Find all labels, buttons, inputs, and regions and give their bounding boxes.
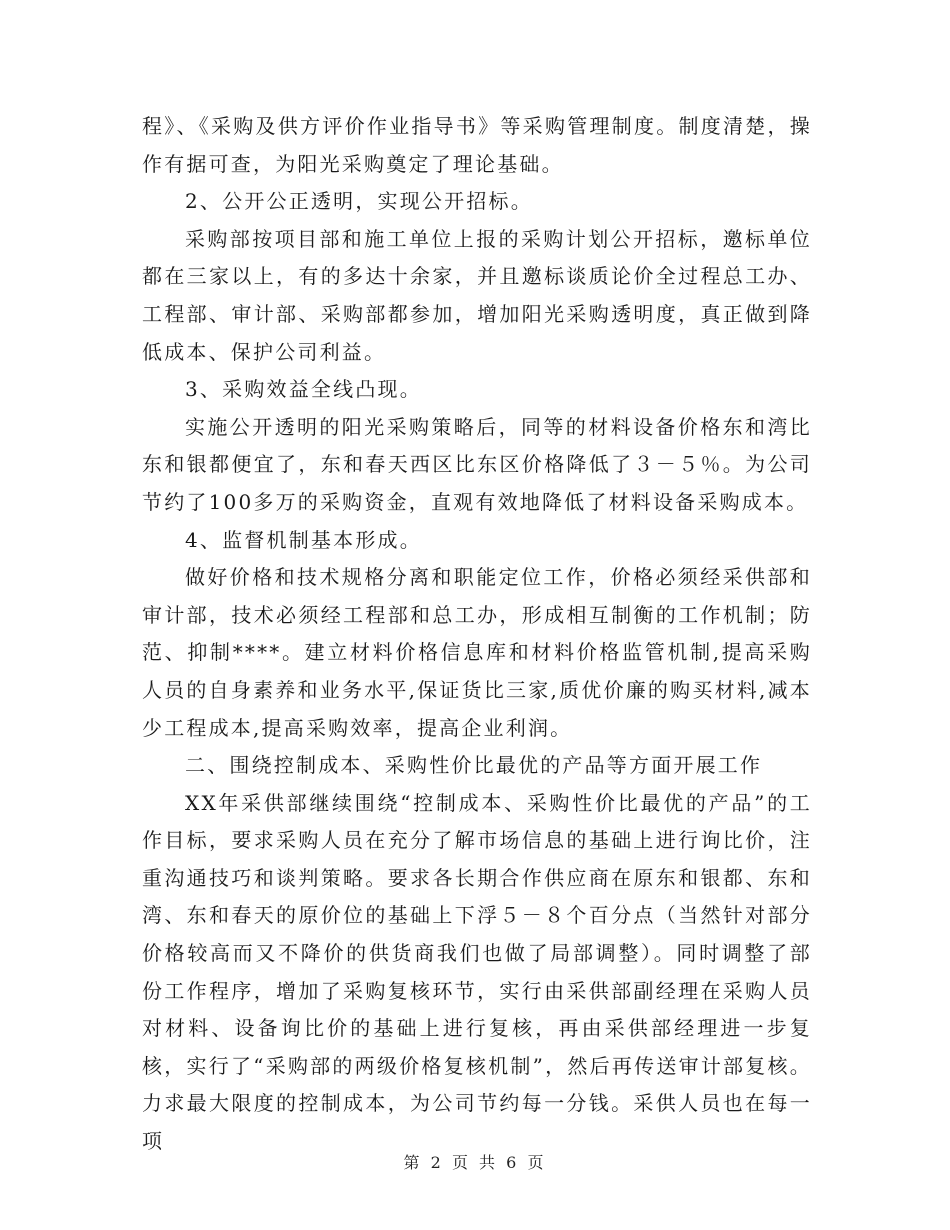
paragraph-heading: 3、采购效益全线凸现。 xyxy=(185,377,422,402)
footer-page-label: 第 xyxy=(403,1153,423,1172)
footer-total-label: 共 xyxy=(479,1153,499,1172)
paragraph: XX年采供部继续围绕“控制成本、采购性价比最优的产品”的工作目标，要求采购人员在充分了解市场信息的基础上进行询比价，注重沟通技巧和谈判策略。要求各长期合作供应商在原东和银都、东和湾、东和春天的原价位的基础上下浮５－８个百分点（当然针对部分价格较高而又不降价的供货商我们也做了局部调整）。同时调整了部份工作程序，增加了采购复核环节，实行由采供部副经理在采购人员对材料、设备询比价的基础上进行复核，再由采供部经理进一步复核，实行了“采购部的两级价格复核机制”，然后再传送审计部复核。力求最大限度的控制成本，为公司节约每一分钱。采供人员也在每一项 xyxy=(142,790,812,1154)
footer-page-unit: 页 xyxy=(451,1153,471,1172)
paragraph-heading: 4、监督机制基本形成。 xyxy=(185,527,422,552)
paragraph: 采购部按项目部和施工单位上报的采购计划公开招标，邀标单位都在三家以上，有的多达十余家，并且邀标谈质论价全过程总工办、工程部、审计部、采购部都参加，增加阳光采购透明度，真正做到降低成本、保护公司利益。 xyxy=(142,226,812,364)
document-body xyxy=(142,108,812,1161)
paragraph: 做好价格和技术规格分离和职能定位工作，价格必须经采供部和审计部，技术必须经工程部和总工办，形成相互制衡的工作机制；防范、抑制****。建立材料价格信息库和材料价格监管机制,提高采购人员的自身素养和业务水平,保证货比三家,质优价廉的购买材料,减本少工程成本,提高采购效率，提高企业利润。 xyxy=(142,565,812,740)
paragraph: 实施公开透明的阳光采购策略后，同等的材料设备价格东和湾比东和银都便宜了，东和春天西区比东区价格降低了３－５％。为公司节约了100多万的采购资金，直观有效地降低了材料设备采购成本。 xyxy=(142,414,812,514)
section-heading: 二、围绕控制成本、采购性价比最优的产品等方面开展工作 xyxy=(185,753,763,778)
footer-total-unit: 页 xyxy=(527,1153,547,1172)
page-footer xyxy=(0,1150,950,1173)
paragraph: 程》、《采购及供方评价作业指导书》等采购管理制度。制度清楚，操作有据可查，为阳光采购奠定了理论基础。 xyxy=(142,114,812,176)
footer-total-pages: 6 xyxy=(506,1153,520,1172)
paragraph-heading: 2、公开公正透明，实现公开招标。 xyxy=(185,189,533,214)
footer-current-page: 2 xyxy=(430,1153,444,1172)
